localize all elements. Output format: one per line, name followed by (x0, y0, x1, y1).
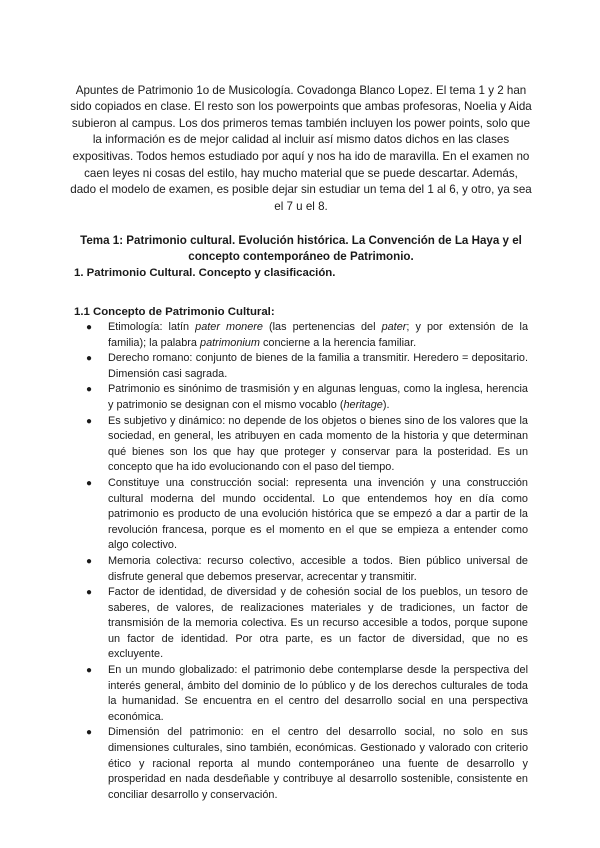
list-item (82, 585, 528, 663)
list-item (82, 554, 528, 585)
list-item (82, 320, 528, 351)
item-text: Factor de identidad, de diversidad y de cohesión social de los pueblos, un tesoro de saberes, de valores, de realizaciones materiales y de tradiciones, un factor de transmisión de la memoria colectiva. Es un recurso accesible a todos, porque supone un factor de identidad. Por otra parte, es un factor de diversidad, que no es excluyente. (108, 586, 528, 661)
item-text: Derecho romano: conjunto de bienes de la familia a transmitir. Heredero = depositario. Dimensión casi sagrada. (108, 352, 528, 380)
list-item (82, 476, 528, 554)
item-text: Patrimonio es sinónimo de trasmisión y en algunas lenguas, como la inglesa, herencia y patrimonio se designan con el mismo vocablo ( (108, 383, 528, 411)
item-text: Etimología: latín (108, 321, 196, 333)
item-italic: heritage (343, 398, 383, 411)
list-item (82, 663, 528, 725)
bullet-icon: ● (86, 555, 93, 567)
item-text: ). (382, 398, 390, 411)
item-text: En un mundo globalizado: el patrimonio debe contemplarse desde la perspectiva del interés general, ámbito del dominio de lo público y de los derechos culturales de toda la humanidad. Se encuentra en el centro del desarrollo social en una perspectiva económica. (108, 664, 528, 723)
list-item (82, 351, 528, 382)
bullet-icon: ● (86, 384, 93, 396)
item-text: (las pertenencias del (262, 321, 382, 333)
concept-bullet-list (82, 320, 528, 803)
bullet-icon: ● (86, 353, 93, 365)
section-heading-1-1: 1.1 Concepto de Patrimonio Cultural: (74, 306, 275, 318)
list-item (82, 414, 528, 476)
item-italic: pater (381, 321, 407, 333)
chapter-title: Tema 1: Patrimonio cultural. Evolución histórica. La Convención de La Haya y el concepto contemporáneo de Patrimonio. (80, 233, 522, 264)
item-text: Memoria colectiva: recurso colectivo, accesible a todos. Bien público universal de disfrute general que debemos preservar, acrecentar y transmitir. (108, 554, 528, 583)
item-text: Dimensión del patrimonio: en el centro del desarrollo social, no solo en sus dimensiones culturales, sino también, económicas. Gestionado y valorado con criterio ético y racional reporta al mundo contemporáneo una fuente de desarrollo y prosperidad en nada desdeñable y contribuye al desarrollo sostenible, consistente en conciliar desarrollo y conservación. (108, 726, 528, 801)
bullet-icon: ● (86, 322, 93, 333)
item-text: ; y por extensión de la familia); la palabra (108, 321, 529, 349)
bullet-icon: ● (86, 665, 93, 677)
intro-paragraph: Apuntes de Patrimonio 1o de Musicología. Covadonga Blanco Lopez. El tema 1 y 2 han sido copiados en clase. El resto son los powerpoints que ambas profesoras, Noelia y Aida subieron al campus. Los dos primeros temas también incluyen los power points, solo que la información es de mejor calidad al incluir así mismo datos dichos en las clases expositivas. Todos hemos estudiado por aquí y nos ha ido de maravilla. En el examen no caen leyes ni cosas del estilo, hay mucho material que se puede descartar. Además, dado el modelo de examen, es posible dejar sin estudiar un tema del 1 al 6, y otro, ya sea el 7 u el 8. (70, 83, 532, 213)
list-item (82, 382, 528, 413)
bullet-icon: ● (86, 727, 93, 739)
item-text: Constituye una construcción social: representa una invención y una construcción cultural moderna del mundo occidental. Lo que entendemos hoy en día como patrimonio es producto de una evolución histórica que se empezó a dar a partir de la revolución francesa, porque es el momento en el que se empieza a entender como algo colectivo. (108, 476, 528, 552)
bullet-icon: ● (86, 587, 93, 599)
bullet-icon: ● (86, 477, 93, 489)
bullet-icon: ● (86, 415, 93, 427)
item-italic: patrimonium (200, 336, 260, 349)
item-text: Es subjetivo y dinámico: no depende de los objetos o bienes sino de los valores que la sociedad, en general, les atribuyen en cada momento de la historia y que determinan qué bienes son los que hay que proteger y conservar para la posteridad. Es un concepto que ha ido evolucionando con el paso del tiempo. (108, 414, 528, 474)
list-item (82, 725, 528, 803)
section-heading-1: 1. Patrimonio Cultural. Concepto y clasificación. (74, 267, 336, 279)
item-text: concierne a la herencia familiar. (259, 336, 417, 349)
item-italic: pater monere (195, 321, 263, 333)
